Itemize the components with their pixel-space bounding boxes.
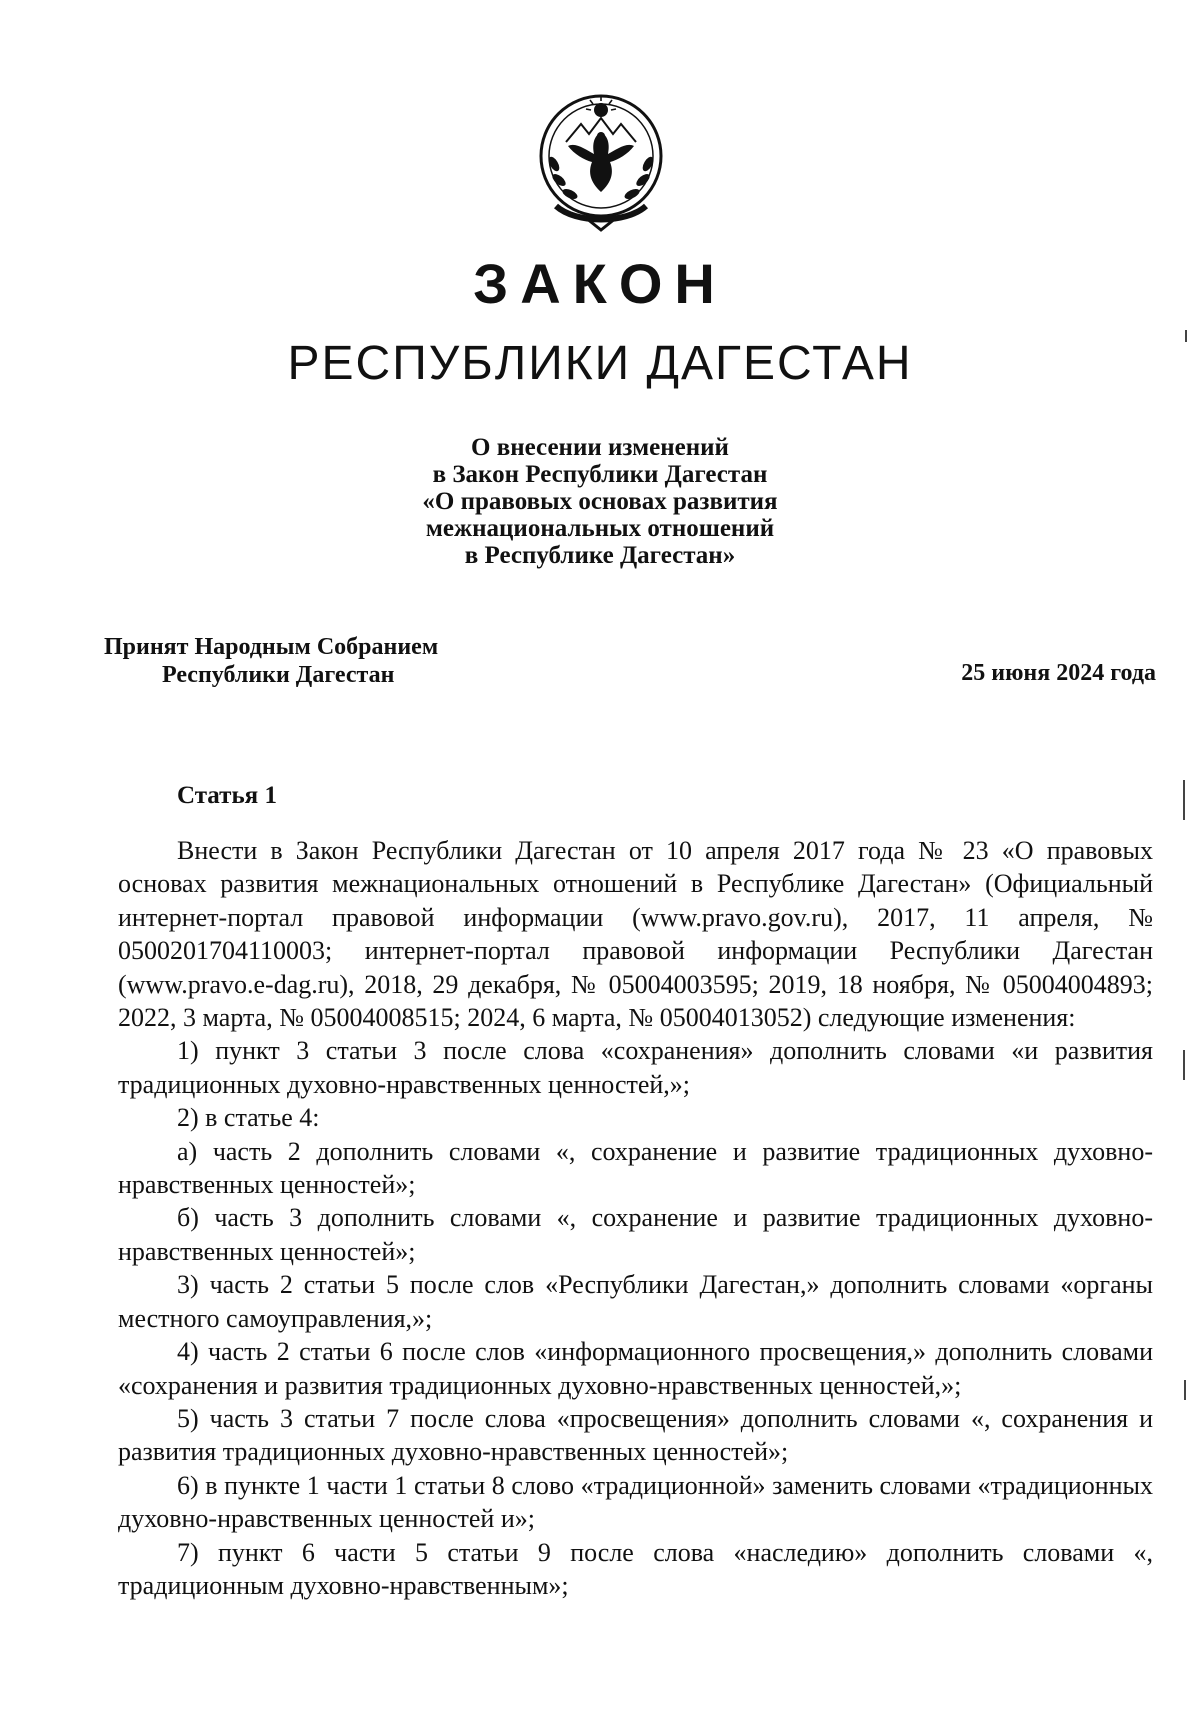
heading-line: в Закон Республики Дагестан [432, 461, 768, 488]
heading-line: О внесении изменений [471, 434, 729, 461]
amendment-item: 6) в пункте 1 части 1 статьи 8 слово «традиционной» заменить словами «традиционных духовно-нравственных ценностей и»; [118, 1470, 1153, 1534]
article-intro: Внести в Закон Республики Дагестан от 10 апреля 2017 года № 23 «О правовых основах развития межнациональных отношений в Республике Дагестан» (Официальный интернет-портал правовой информации (www.pravo.gov.ru), 2017, 11 апреля, № 0500201704110003; интернет-портал правовой информации Республики Дагестан (www.pravo.e-dag.ru), 2018, 29 декабря, № 05004003595; 2019, 18 ноября, № 05004004893; 2022, 3 марта, № 05004008515; 2024, 6 марта, № 05004013052) следующие изменения: [118, 836, 1153, 1033]
amendment-item: 3) часть 2 статьи 5 после слов «Республики Дагестан,» дополнить словами «органы местного самоуправления,»; [118, 1270, 1153, 1333]
scan-margin-mark [1185, 330, 1187, 342]
adoption-date: 25 июня 2024 года [961, 660, 1156, 686]
amendment-item: а) часть 2 дополнить словами «, сохранение и развитие традиционных духовно-нравственных ценностей»; [118, 1136, 1153, 1200]
law-title: ЗАКОН [473, 252, 727, 315]
law-subtitle: РЕСПУБЛИКИ ДАГЕСТАН [287, 337, 913, 390]
article-title: Статья 1 [177, 782, 277, 809]
heading-line: межнациональных отношений [425, 515, 775, 542]
adopted-by-line: Республики Дагестан [162, 662, 395, 688]
adopted-by-block [104, 633, 438, 689]
heading-line: «О правовых основах развития [422, 488, 778, 515]
scan-margin-mark [1183, 780, 1185, 820]
article-body [118, 834, 1153, 1602]
amendment-item: 2) в статье 4: [177, 1103, 320, 1133]
amendment-item: 4) часть 2 статьи 6 после слов «информационного просвещения,» дополнить словами «сохранения и развития традиционных духовно-нравственных ценностей,»; [118, 1337, 1153, 1400]
dagestan-coat-of-arms-emblem [526, 84, 676, 234]
heading-line: в Республике Дагестан» [464, 542, 736, 569]
amendment-item: б) часть 3 дополнить словами «, сохранение и развитие традиционных духовно-нравственных ценностей»; [118, 1203, 1153, 1266]
amendment-item: 5) часть 3 статьи 7 после слова «просвещения» дополнить словами «, сохранения и развития традиционных духовно-нравственных ценностей»; [118, 1403, 1153, 1467]
scan-margin-mark [1184, 1380, 1186, 1400]
law-heading [300, 434, 900, 569]
scan-margin-mark [1183, 1050, 1185, 1080]
adopted-by-line: Принят Народным Собранием [104, 634, 439, 660]
amendment-item: 1) пункт 3 статьи 3 после слова «сохранения» дополнить словами «и развития традиционных духовно-нравственных ценностей,»; [118, 1036, 1153, 1099]
amendment-item: 7) пункт 6 части 5 статьи 9 после слова «наследию» дополнить словами «, традиционным духовно-нравственным»; [118, 1537, 1153, 1600]
